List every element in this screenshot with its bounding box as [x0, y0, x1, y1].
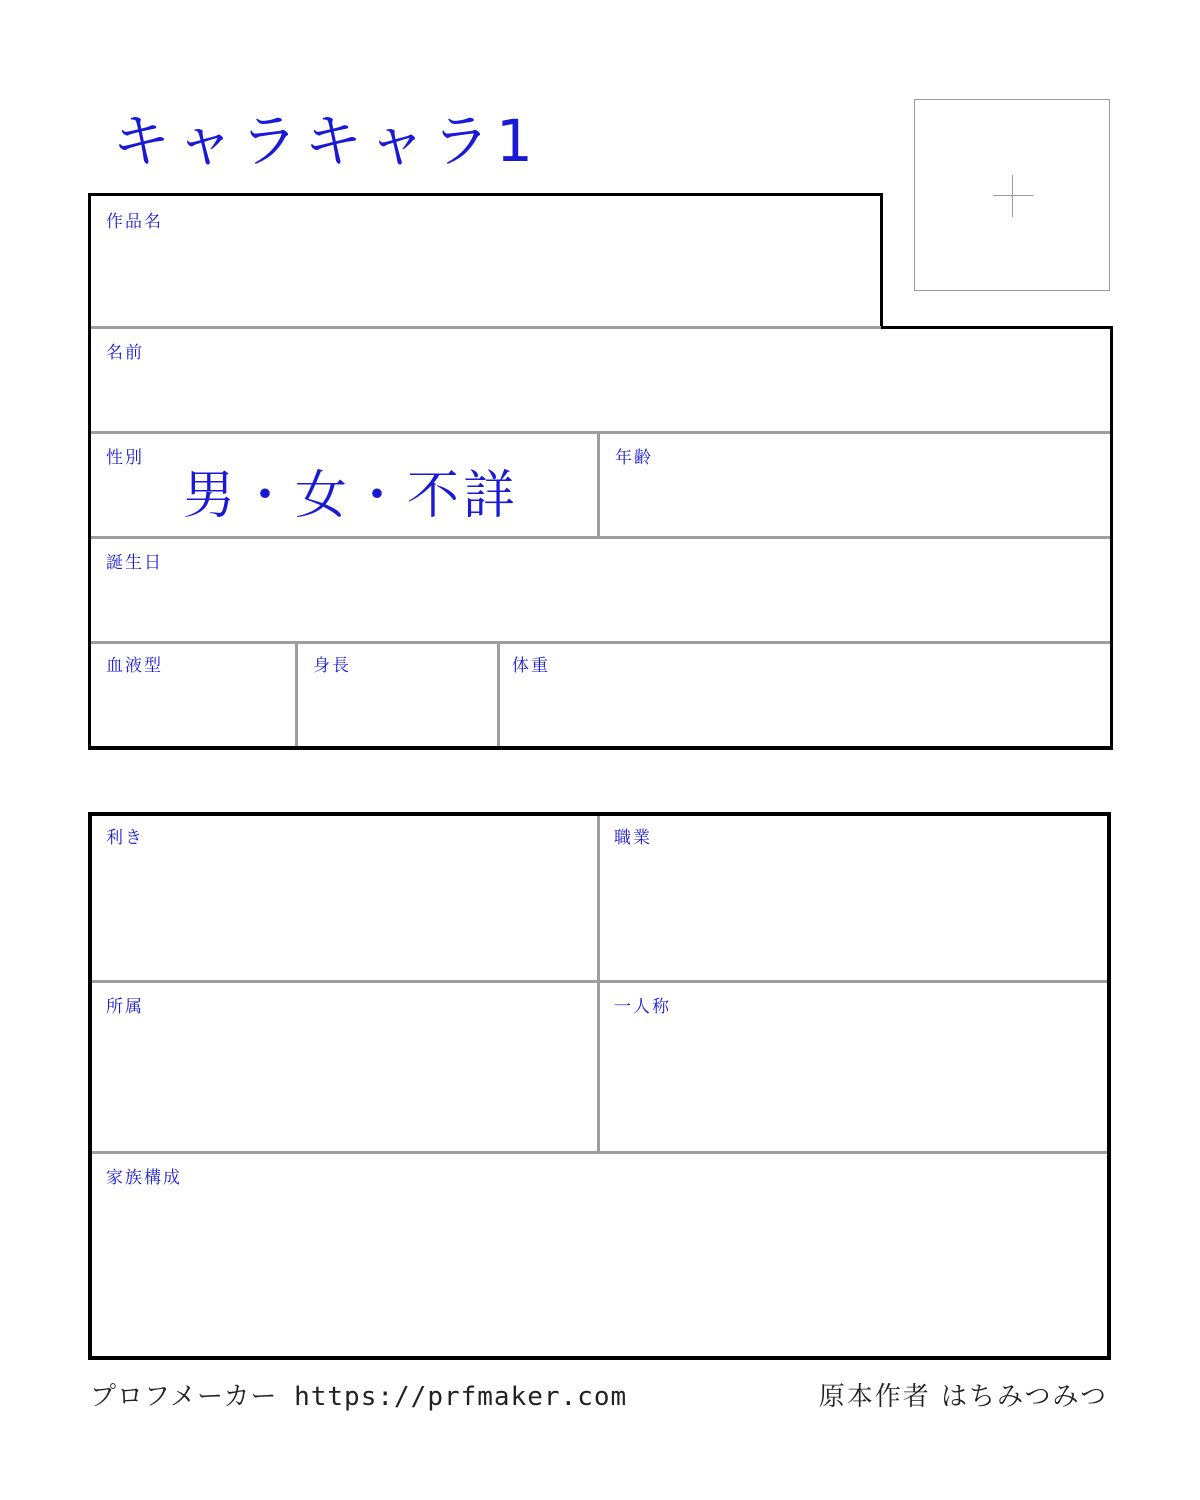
work-title-field[interactable] [91, 196, 880, 326]
birthday-field[interactable] [91, 539, 1110, 641]
blood-type-label: 血液型 [106, 656, 163, 676]
name-label: 名前 [106, 343, 144, 363]
first-person-label: 一人称 [614, 997, 671, 1017]
family-label: 家族構成 [106, 1168, 182, 1188]
affiliation-field[interactable] [92, 983, 597, 1151]
height-field[interactable] [298, 644, 497, 746]
family-field[interactable] [92, 1154, 1107, 1356]
handedness-field[interactable] [92, 816, 597, 980]
occupation-field[interactable] [600, 816, 1107, 980]
age-field[interactable] [600, 434, 1110, 536]
footer-site-credit: プロフメーカー https://prfmaker.com [90, 1382, 628, 1412]
age-label: 年齢 [615, 448, 653, 468]
gender-label: 性別 [106, 448, 144, 468]
name-field[interactable] [91, 329, 1110, 431]
handedness-label: 利き [106, 828, 144, 848]
gender-options[interactable]: 男・女・不詳 [183, 466, 520, 526]
footer-author-credit: 原本作者 はちみつみつ [818, 1382, 1108, 1412]
affiliation-label: 所属 [106, 997, 144, 1017]
plus-icon [993, 195, 1033, 196]
weight-field[interactable] [500, 644, 1110, 746]
height-label: 身長 [313, 656, 351, 676]
occupation-label: 職業 [614, 828, 652, 848]
plus-icon-vertical [1012, 175, 1013, 217]
first-person-field[interactable] [600, 983, 1107, 1151]
work-title-label: 作品名 [106, 212, 163, 232]
weight-label: 体重 [512, 656, 550, 676]
blood-type-field[interactable] [91, 644, 295, 746]
birthday-label: 誕生日 [106, 553, 163, 573]
character-title[interactable]: キャラキャラ1 [112, 107, 539, 175]
